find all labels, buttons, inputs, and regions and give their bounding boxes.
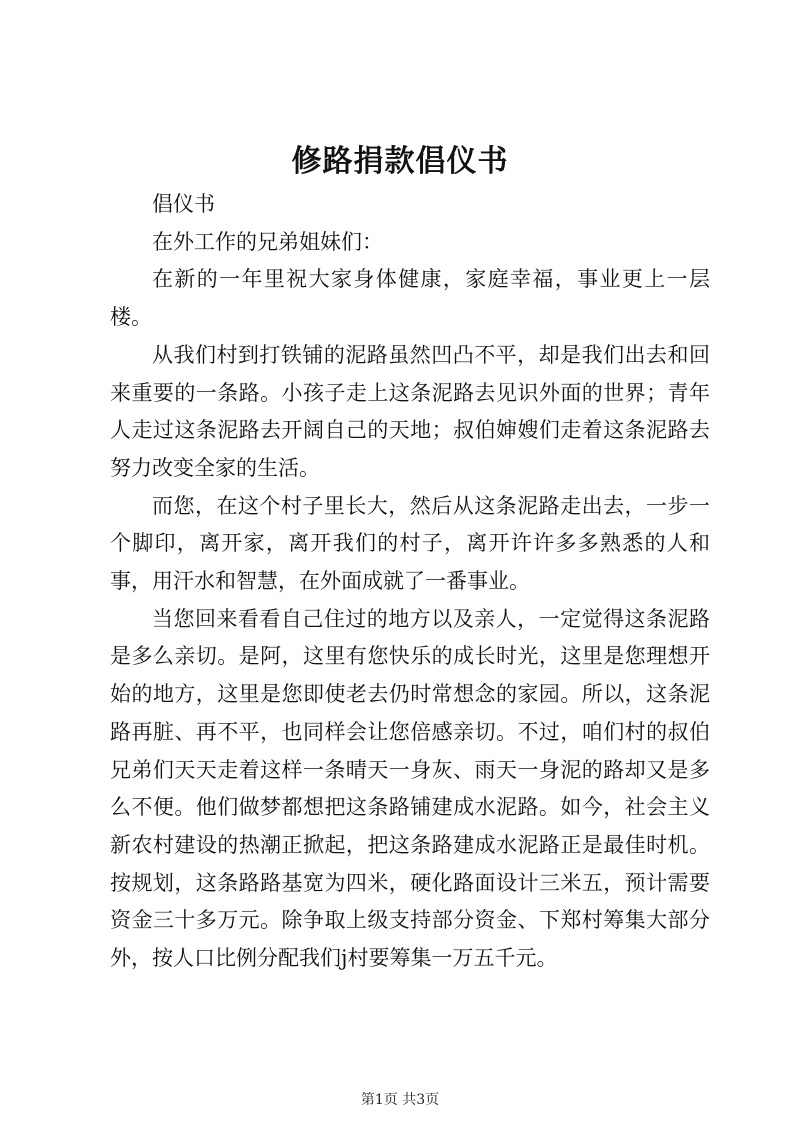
paragraph-salutation: 在外工作的兄弟姐妹们： [152,229,383,254]
paragraph-funding-plan: 当您回来看看自己住过的地方以及亲人，一定觉得这条泥路是多么亲切。是阿，这里有您快乐的成长时光，这里是您理想开始的地方，这里是您即使老去仍时常想念的家园。所以，这条泥路再脏、再不平，也同样会让您倍感亲切。不过，咱们村的叔伯兄弟们天天走着这样一条晴天一身灰、雨天一身泥的路却又是多么不便。他们做梦都想把这条路铺建成水泥路。如今，社会主义新农村建设的热潮正掀起，把这条路建成水泥路正是最佳时机。按规划，这条路路基宽为四米，硬化路面设计三米五，预计需要资金三十多万元。除争取上级支持部分资金、下郑村筹集大部分外，按人口比例分配我们j村要筹集一万五千元。 [110,606,710,971]
paragraph-greeting: 在新的一年里祝大家身体健康，家庭幸福，事业更上一层楼。 [110,267,710,330]
paragraph-road-description: 从我们村到打铁铺的泥路虽然凹凸不平，却是我们出去和回来重要的一条路。小孩子走上这条泥路去见识外面的世界；青年人走过这条泥路去开阔自己的天地；叔伯婶嫂们走着这条泥路去努力改变全家的生活。 [110,342,710,480]
page-footer: 第1页 共3页 [360,1092,440,1108]
document-body [110,186,710,978]
paragraph-leaving-home: 而您，在这个村子里长大，然后从这条泥路走出去，一步一个脚印，离开家，离开我们的村子，离开许许多多熟悉的人和事，用汗水和智慧，在外面成就了一番事业。 [110,493,710,594]
document-title: 修路捐款倡仪书 [291,144,509,179]
paragraph-heading: 倡仪书 [152,192,215,216]
